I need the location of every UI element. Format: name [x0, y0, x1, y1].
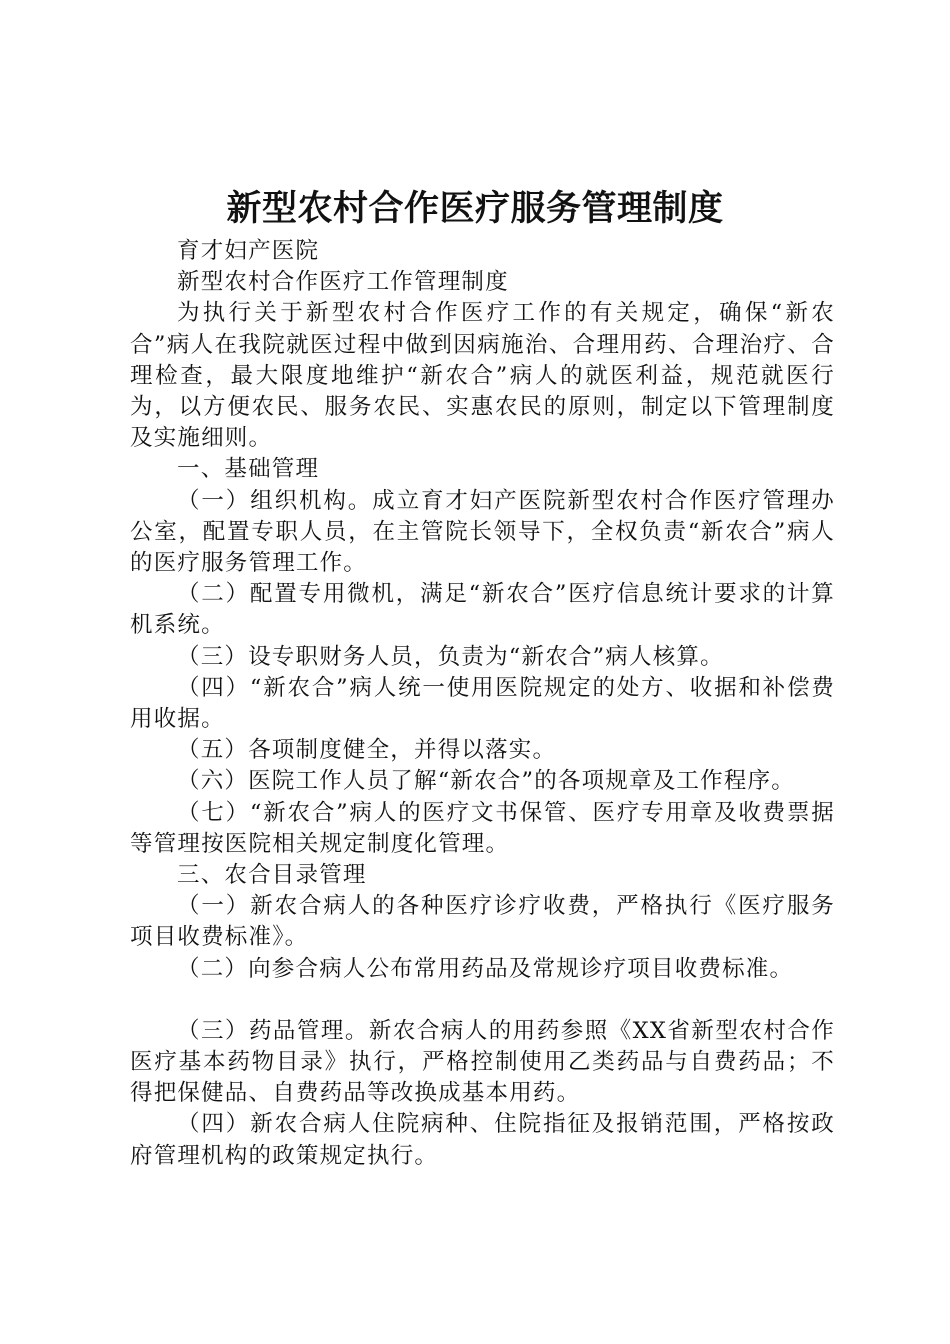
catalog-item-1: （一）新农合病人的各种医疗诊疗收费，严格执行《医疗服务项目收费标准》。	[130, 893, 835, 951]
catalog-item-2: （二）向参合病人公布常用药品及常规诊疗项目收费标准。	[177, 955, 794, 982]
paragraph-item-3: （三）设专职财务人员，负责为“新农合”病人核算。	[177, 643, 724, 670]
paragraph-item-6: （六）医院工作人员了解“新农合”的各项规章及工作程序。	[177, 768, 795, 795]
section-heading-catalog-management: 三、农合目录管理	[177, 862, 367, 889]
paragraph-item-1: （一）组织机构。成立育才妇产医院新型农村合作医疗管理办公室，配置专职人员，在主管院长领导下，全权负责“新农合”病人的医疗服务管理工作。	[130, 487, 835, 577]
subtitle-heading: 新型农村合作医疗工作管理制度	[177, 269, 509, 296]
section-heading-basic-management: 一、基础管理	[177, 456, 320, 483]
intro-paragraph: 为执行关于新型农村合作医疗工作的有关规定，确保“新农合”病人在我院就医过程中做到因病施治、合理用药、合理治疗、合理检查，最大限度地维护“新农合”病人的就医利益，规范就医行为，以方便农民、服务农民、实惠农民的原则，制定以下管理制度及实施细则。	[130, 300, 835, 452]
document-body	[130, 236, 835, 1172]
catalog-item-3: （三）药品管理。新农合病人的用药参照《XX省新型农村合作医疗基本药物目录》执行，严格控制使用乙类药品与自费药品；不得把保健品、自费药品等改换成基本用药。	[130, 1017, 835, 1107]
paragraph-item-4: （四）“新农合”病人统一使用医院规定的处方、收据和补偿费用收据。	[130, 674, 835, 733]
catalog-item-4: （四）新农合病人住院病种、住院指征及报销范围，严格按政府管理机构的政策规定执行。	[130, 1111, 835, 1169]
paragraph-item-2: （二）配置专用微机，满足“新农合”医疗信息统计要求的计算机系统。	[130, 581, 835, 639]
paragraph-item-7: （七）“新农合”病人的医疗文书保管、医疗专用章及收费票据等管理按医院相关规定制度化管理。	[130, 799, 835, 857]
hospital-name: 育才妇产医院	[177, 238, 320, 264]
document-title: 新型农村合作医疗服务管理制度	[226, 189, 724, 229]
paragraph-item-5: （五）各项制度健全，并得以落实。	[177, 737, 557, 764]
